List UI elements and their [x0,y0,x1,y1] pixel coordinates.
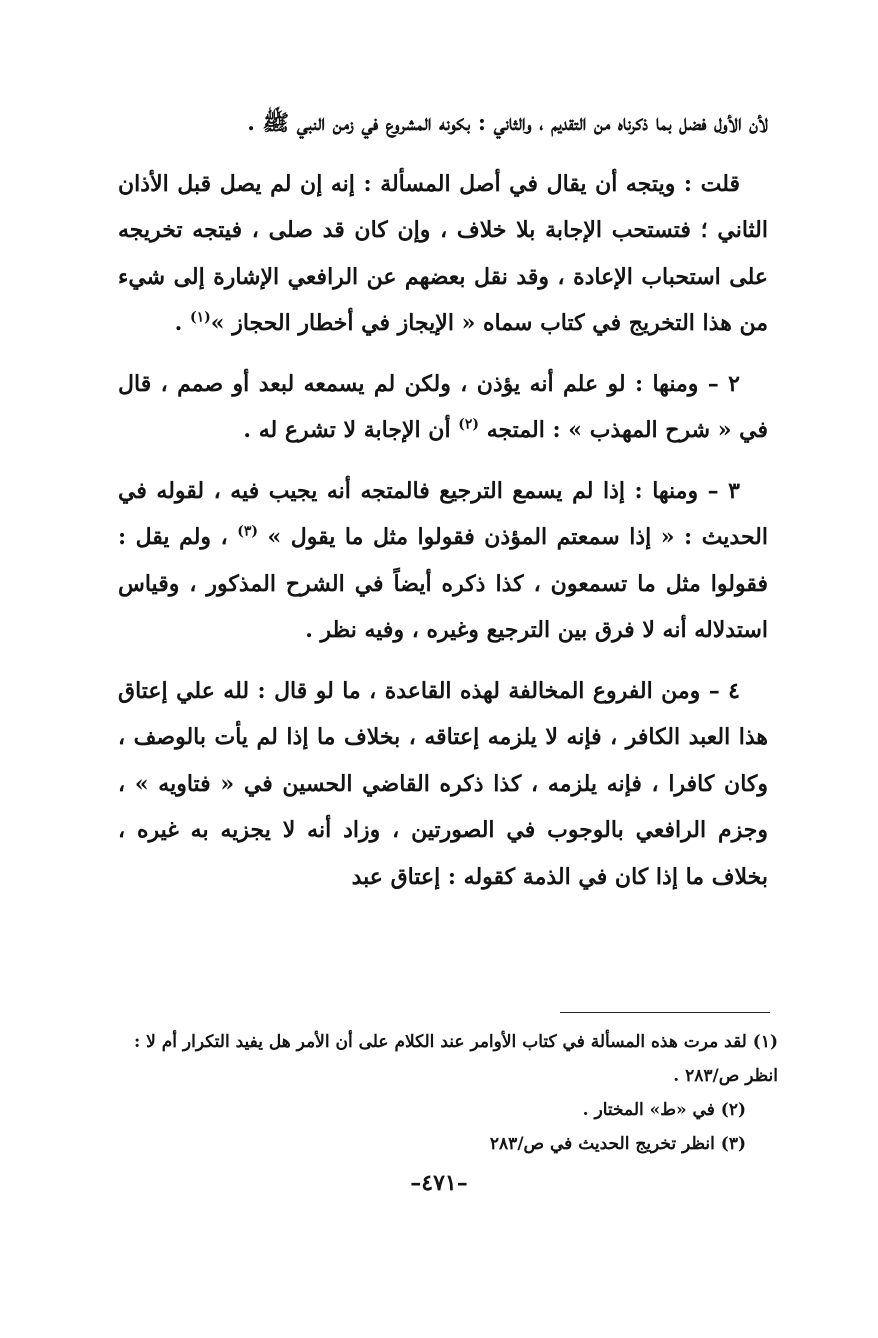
footnote-2: (٢) في «ط» المختار . [582,1100,746,1120]
paragraph-5-text: ٤ – ومن الفروع المخالفة لهذه القاعدة ، ما لو قال : لله علي إعتاق هذا العبد الكافر ، فإنه لا يلزمه إعتاقه ، بخلاف ما إذا لم يأت بالوصف ، وكان كافرا ، فإنه يلزمه ، كذا ذكره القاضي الحسين في « فتاويه » ، وجزم الرافعي بالوجوب في الصورتين ، وزاد أنه لا يجزيه به غيره ، بخلاف ما إذا كان في الذمة كقوله : إعتاق عبد [118,677,768,890]
paragraph-1-text: لأن الأول فضل بما ذكرناه من التقديم ، والثاني : بكونه المشروع في زمن النبي ﷺ . [247,110,768,136]
paragraph-2-text: قلت : ويتجه أن يقال في أصل المسألة : إنه إن لم يصل قبل الأذان الثاني ؛ فتستحب الإجابة بلا خلاف ، وإن كان قد صلى ، فيتجه تخريجه على استحباب الإعادة ، وقد نقل بعضهم عن الرافعي الإشارة إلى شيء من هذا التخريج في كتاب سماه « الإيجاز في أخطار الحجاز » [118,170,768,336]
paragraph-3-text-b: أن الإجابة لا تشرع له . [243,417,459,443]
paragraph-2-end: . [174,310,190,336]
footnotes [128,1025,778,1161]
paragraph-1 [118,100,768,147]
main-text [118,100,768,914]
footnote-ref-1: (١) [190,309,211,326]
paragraph-4-text-a: ٣ – ومنها : إذا لم يسمع الترجيع فالمتجه أنه يجيب فيه ، لقوله في الحديث : « إذا سمعتم المؤذن فقولوا مثل ما يقول » [118,477,768,550]
footnote-1: (١) لقد مرت هذه المسألة في كتاب الأوامر عند الكلام على أن الأمر هل يفيد التكرار أم لا : انظر ص/٢٨٣ . [133,1032,778,1086]
page-number: –٤٧١– [410,1170,468,1196]
paragraph-3 [118,361,768,454]
paragraph-5 [118,668,768,901]
footnote-3: (٣) انظر تخريج الحديث في ص/٢٨٣ [489,1134,746,1154]
footnote-ref-2: (٢) [458,416,480,433]
footnote-separator [560,1012,770,1013]
paragraph-4 [118,468,768,654]
paragraph-4-text-b: ، ولم يقل : فقولوا مثل ما تسمعون ، كذا ذكره أيضاً في الشرح المذكور ، وقياس استدلاله أنه لا فرق بين الترجيع وغيره ، وفيه نظر . [118,524,768,643]
paragraph-2 [118,161,768,347]
paragraph-3-text-a: ٢ – ومنها : لو علم أنه يؤذن ، ولكن لم يسمعه لبعد أو صمم ، قال في « شرح المهذب » : المتجه [118,370,768,443]
footnote-ref-3: (٣) [237,523,258,540]
